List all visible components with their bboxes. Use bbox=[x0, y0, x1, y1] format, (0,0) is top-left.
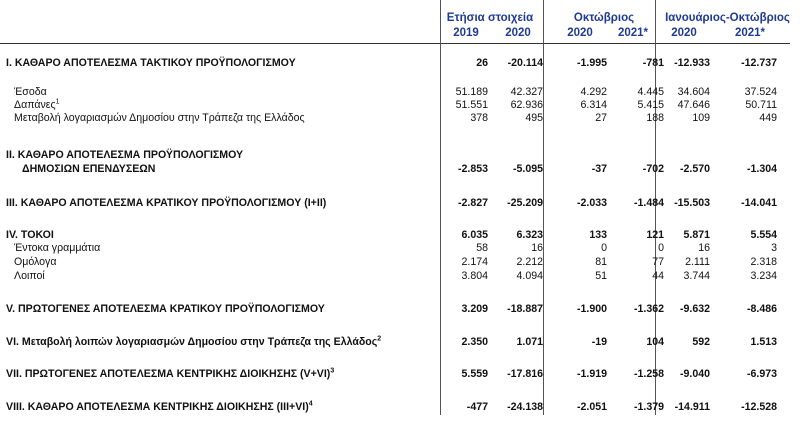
cell-janoct-2021: -12.737 bbox=[741, 57, 777, 69]
cell-oct-2020: 51 bbox=[595, 270, 607, 282]
cell-2020: 16 bbox=[531, 242, 543, 254]
cell-2019: 5.559 bbox=[461, 368, 488, 380]
row-label: ΔΗΜΟΣΙΩΝ ΕΠΕΝΔΥΣΕΩΝ bbox=[22, 163, 156, 175]
cell-oct-2021: 104 bbox=[646, 336, 664, 348]
row-label: II. ΚΑΘΑΡΟ ΑΠΟΤΕΛΕΣΜΑ ΠΡΟΫΠΟΛΟΓΙΣΜΟΥ bbox=[6, 149, 244, 161]
cell-2020: -5.095 bbox=[512, 163, 543, 175]
cell-janoct-2021: 3 bbox=[771, 242, 777, 254]
cell-2019: 26 bbox=[476, 57, 488, 69]
cell-2020: -18.887 bbox=[507, 303, 543, 315]
cell-janoct-2021: -6.973 bbox=[746, 368, 777, 380]
header-year-2021-jan-oct: 2021* bbox=[734, 27, 766, 39]
cell-2019: 6.035 bbox=[461, 229, 488, 241]
table-row bbox=[0, 229, 800, 242]
header-group-october: Οκτώβριος bbox=[573, 12, 635, 24]
table-row bbox=[0, 242, 800, 255]
cell-2019: 3.209 bbox=[461, 303, 488, 315]
header-year-2020-october: 2020 bbox=[567, 27, 593, 39]
cell-janoct-2020: 109 bbox=[692, 112, 710, 124]
table-row bbox=[0, 303, 800, 316]
cell-oct-2021: 77 bbox=[652, 256, 664, 268]
cell-janoct-2020: 47.646 bbox=[677, 99, 710, 111]
cell-oct-2021: -1.484 bbox=[633, 197, 664, 209]
header-year-2019: 2019 bbox=[453, 27, 479, 39]
table-row bbox=[0, 401, 800, 414]
cell-oct-2020: -1.900 bbox=[576, 303, 607, 315]
cell-janoct-2020: 3.744 bbox=[683, 270, 710, 282]
cell-janoct-2021: -8.486 bbox=[746, 303, 777, 315]
cell-2020: -25.209 bbox=[507, 197, 543, 209]
table-row bbox=[0, 256, 800, 269]
cell-janoct-2021: 50.711 bbox=[745, 99, 777, 111]
cell-2020: -20.114 bbox=[507, 57, 543, 69]
header-year-2020-annual: 2020 bbox=[505, 27, 531, 39]
row-label: V. ΠΡΩΤΟΓΕΝΕΣ ΑΠΟΤΕΛΕΣΜΑ ΚΡΑΤΙΚΟΥ ΠΡΟΫΠΟΛΟΓΙΣΜΟΥ bbox=[6, 303, 325, 315]
cell-janoct-2020: 16 bbox=[698, 242, 710, 254]
cell-2019: 378 bbox=[470, 112, 488, 124]
cell-janoct-2020: 592 bbox=[692, 336, 710, 348]
cell-2019: 58 bbox=[476, 242, 488, 254]
cell-janoct-2020: 2.111 bbox=[685, 256, 710, 268]
cell-2020: 62.936 bbox=[510, 99, 543, 111]
row-label: Ομόλογα bbox=[14, 256, 57, 268]
cell-janoct-2020: -2.570 bbox=[679, 163, 710, 175]
cell-2020: 2.212 bbox=[516, 256, 543, 268]
row-label: VI. Μεταβολή λοιπών λογαριασμών Δημοσίου στην Τράπεζα της Ελλάδος$^2$ bbox=[6, 335, 382, 348]
cell-janoct-2021: 1.513 bbox=[750, 336, 777, 348]
cell-oct-2020: -2.051 bbox=[576, 401, 607, 413]
cell-oct-2021: 4.445 bbox=[637, 86, 664, 98]
table-row bbox=[0, 336, 800, 349]
cell-janoct-2021: 2.318 bbox=[750, 256, 777, 268]
cell-oct-2021: -781 bbox=[642, 57, 664, 69]
row-label: III. ΚΑΘΑΡΟ ΑΠΟΤΕΛΕΣΜΑ ΚΡΑΤΙΚΟΥ ΠΡΟΫΠΟΛΟΓΙΣΜΟΥ (I+II) bbox=[6, 197, 327, 209]
table-row bbox=[0, 57, 800, 70]
cell-2020: -24.138 bbox=[507, 401, 543, 413]
cell-2020: 6.323 bbox=[516, 229, 543, 241]
row-label: I. ΚΑΘΑΡΟ ΑΠΟΤΕΛΕΣΜΑ ΤΑΚΤΙΚΟΥ ΠΡΟΫΠΟΛΟΓΙΣΜΟΥ bbox=[6, 57, 296, 69]
row-label: Μεταβολή λογαριασμών Δημοσίου στην Τράπεζα της Ελλάδος bbox=[14, 112, 305, 124]
cell-2020: 4.094 bbox=[516, 270, 543, 282]
cell-2019: -2.853 bbox=[457, 163, 488, 175]
row-label: Έντοκα γραμμάτια bbox=[14, 242, 101, 254]
header-year-2020-jan-oct: 2020 bbox=[671, 27, 697, 39]
cell-oct-2021: 5.415 bbox=[637, 99, 664, 111]
cell-2020: 495 bbox=[525, 112, 543, 124]
cell-oct-2020: 81 bbox=[595, 256, 607, 268]
cell-2019: -477 bbox=[466, 401, 488, 413]
row-label: Δαπάνες$^1$ bbox=[14, 98, 60, 111]
cell-janoct-2021: 37.524 bbox=[744, 86, 777, 98]
header-group-jan-oct: Ιανουάριος-Οκτώβριος bbox=[665, 12, 790, 24]
cell-janoct-2021: -12.528 bbox=[741, 401, 777, 413]
table-row bbox=[0, 163, 800, 176]
footnote-marker: 1 bbox=[55, 98, 60, 106]
cell-janoct-2020: 34.604 bbox=[677, 86, 710, 98]
cell-janoct-2021: -1.304 bbox=[746, 163, 777, 175]
table-row bbox=[0, 99, 800, 112]
cell-oct-2020: 6.314 bbox=[580, 99, 607, 111]
row-label: VII. ΠΡΩΤΟΓΕΝΕΣ ΑΠΟΤΕΛΕΣΜΑ ΚΕΝΤΡΙΚΗΣ ΔΙΟΙΚΗΣΗΣ $(V+VI)^3$ bbox=[6, 367, 335, 380]
row-label: IV. ΤΟΚΟΙ bbox=[6, 229, 54, 241]
cell-oct-2020: -37 bbox=[591, 163, 607, 175]
cell-janoct-2020: 5.871 bbox=[683, 229, 710, 241]
cell-janoct-2020: -9.632 bbox=[679, 303, 710, 315]
cell-janoct-2020: -9.040 bbox=[679, 368, 710, 380]
cell-janoct-2021: -14.041 bbox=[741, 197, 777, 209]
table-row bbox=[0, 112, 800, 125]
row-label: VIII. ΚΑΘΑΡΟ ΑΠΟΤΕΛΕΣΜΑ ΚΕΝΤΡΙΚΗΣ ΔΙΟΙΚΗΣΗΣ $(III+VI)^4$ bbox=[6, 400, 313, 413]
table-row bbox=[0, 368, 800, 381]
cell-2019: 51.551 bbox=[455, 99, 488, 111]
cell-oct-2021: -702 bbox=[642, 163, 664, 175]
table-row bbox=[0, 149, 800, 162]
cell-2020: 1.071 bbox=[516, 336, 543, 348]
header-group-annual: Ετήσια στοιχεία bbox=[446, 12, 534, 24]
row-label: Έσοδα bbox=[14, 86, 47, 98]
header-year-2021-october: 2021* bbox=[617, 27, 649, 39]
footnote-marker: 4 bbox=[308, 400, 313, 408]
cell-oct-2021: -1.362 bbox=[633, 303, 664, 315]
cell-oct-2020: -19 bbox=[591, 336, 607, 348]
cell-oct-2021: 188 bbox=[646, 112, 664, 124]
footnote-marker: 3 bbox=[330, 367, 335, 375]
cell-2020: -17.816 bbox=[507, 368, 543, 380]
table-row bbox=[0, 270, 800, 283]
cell-oct-2020: 133 bbox=[589, 229, 607, 241]
cell-2020: 42.327 bbox=[510, 86, 543, 98]
cell-oct-2020: 4.292 bbox=[580, 86, 607, 98]
cell-oct-2021: 44 bbox=[652, 270, 664, 282]
cell-oct-2021: -1.379 bbox=[633, 401, 664, 413]
cell-oct-2021: 0 bbox=[658, 242, 664, 254]
cell-2019: 2.350 bbox=[461, 336, 488, 348]
cell-oct-2020: -1.995 bbox=[576, 57, 607, 69]
cell-2019: 3.804 bbox=[461, 270, 488, 282]
cell-2019: 2.174 bbox=[461, 256, 488, 268]
row-label: Λοιποί bbox=[14, 270, 45, 282]
cell-oct-2020: 27 bbox=[595, 112, 607, 124]
cell-oct-2021: -1.258 bbox=[633, 368, 664, 380]
cell-janoct-2021: 449 bbox=[759, 112, 777, 124]
cell-2019: 51.189 bbox=[455, 86, 488, 98]
cell-oct-2020: -1.919 bbox=[576, 368, 607, 380]
cell-oct-2021: 121 bbox=[646, 229, 664, 241]
cell-janoct-2021: 5.554 bbox=[750, 229, 777, 241]
header-rule bbox=[0, 43, 790, 44]
cell-oct-2020: -2.033 bbox=[576, 197, 607, 209]
table-row bbox=[0, 86, 800, 99]
cell-oct-2020: 0 bbox=[601, 242, 607, 254]
cell-janoct-2020: -12.933 bbox=[674, 57, 710, 69]
cell-2019: -2.827 bbox=[457, 197, 488, 209]
table-row bbox=[0, 197, 800, 210]
cell-janoct-2020: -15.503 bbox=[674, 197, 710, 209]
footnote-marker: 2 bbox=[377, 335, 382, 343]
cell-janoct-2021: 3.234 bbox=[750, 270, 777, 282]
cell-janoct-2020: -14.911 bbox=[674, 401, 710, 413]
